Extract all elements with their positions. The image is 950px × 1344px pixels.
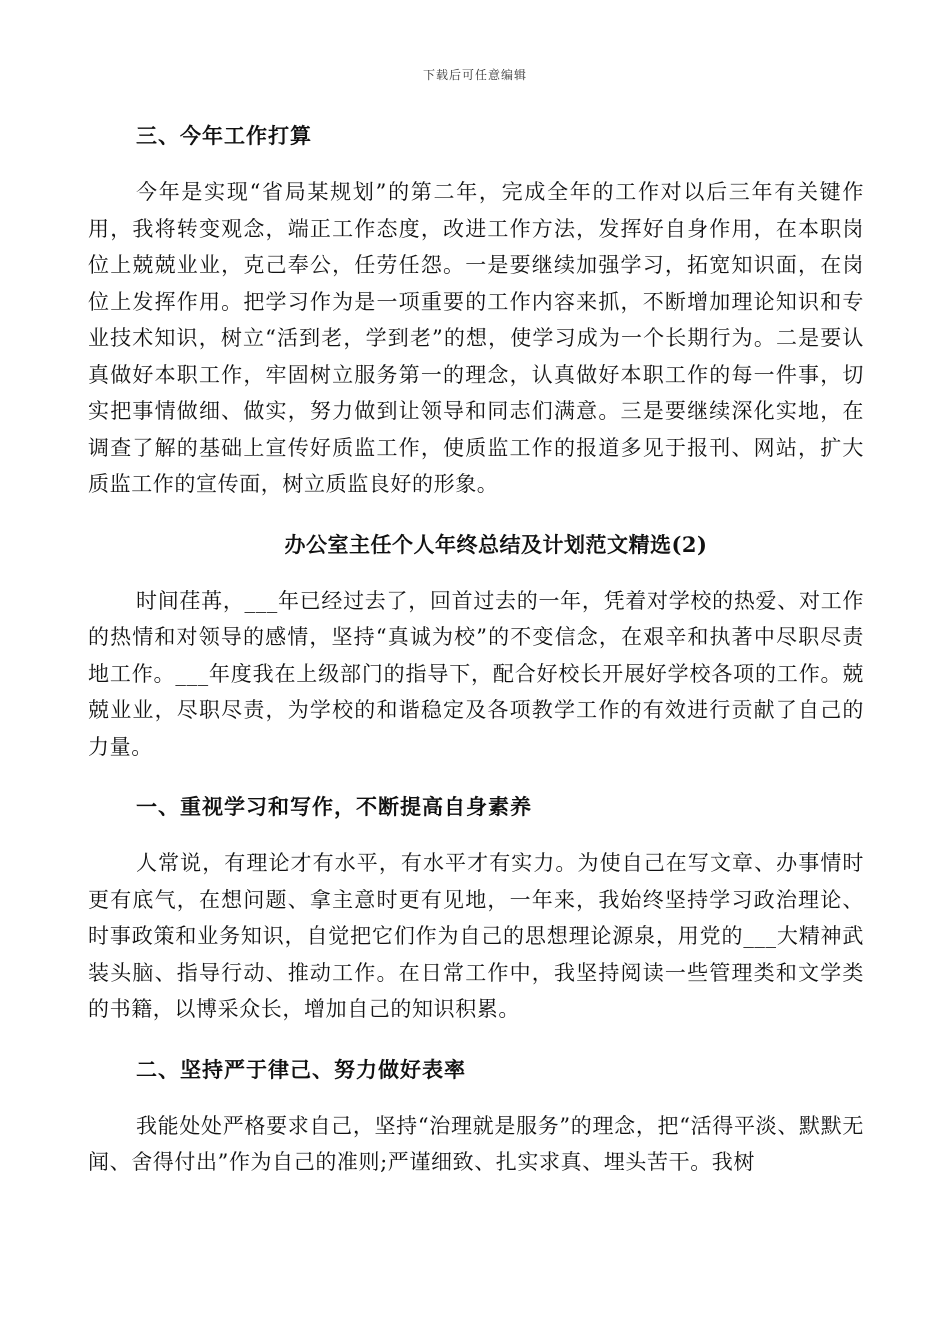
- section-heading-study: 一、重视学习和写作，不断提高自身素养: [136, 794, 532, 819]
- paragraph-discipline: 我能处处严格要求自己，坚持“治理就是服务”的理念，把“活得平淡、默默无闻、舍得付出”作为自己的准则;严谨细致、扎实求真、埋头苦干。我树: [88, 1113, 864, 1174]
- section-heading-discipline: 二、坚持严于律己、努力做好表率: [136, 1056, 466, 1082]
- section-heading-plans: 三、今年工作打算: [136, 123, 312, 148]
- document-body: [88, 118, 864, 1181]
- header-note: 下载后可任意编辑: [422, 68, 527, 82]
- paragraph-intro: 时间荏苒，___年已经过去了，回首过去的一年，凭着对学校的热爱、对工作的热情和对领导的感情，坚持“真诚为校”的不变信念，在艰辛和执著中尽职尽责地工作。___年度我在上级部门的指导下，配合好校长开展好学校各项的工作。兢兢业业，尽职尽责，为学校的和谐稳定及各项教学工作的有效进行贡献了自己的力量。: [88, 588, 864, 759]
- document-title: 办公室主任个人年终总结及计划范文精选(2): [284, 531, 708, 557]
- paragraph-study: 人常说，有理论才有水平，有水平才有实力。为使自己在写文章、办事情时更有底气，在想问题、拿主意时更有见地，一年来，我始终坚持学习政治理论、时事政策和业务知识，自觉把它们作为自己的思想理论源泉，用党的___大精神武装头脑、指导行动、推动工作。在日常工作中，我坚持阅读一些管理类和文学类的书籍，以博采众长，增加自己的知识积累。: [88, 851, 864, 1021]
- paragraph-plans: 今年是实现“省局某规划”的第二年，完成全年的工作对以后三年有关键作用，我将转变观念，端正工作态度，改进工作方法，发挥好自身作用，在本职岗位上兢兢业业，克己奉公，任劳任怨。一是要继续加强学习，拓宽知识面，在岗位上发挥作用。把学习作为是一项重要的工作内容来抓，不断增加理论知识和专业技术知识，树立“活到老，学到老”的想，使学习成为一个长期行为。二是要认真做好本职工作，牢固树立服务第一的理念，认真做好本职工作的每一件事，切实把事情做细、做实，努力做到让领导和同志们满意。三是要继续深化实地，在调查了解的基础上宣传好质监工作，使质监工作的报道多见于报刊、网站，扩大质监工作的宣传面，树立质监良好的形象。: [88, 180, 864, 496]
